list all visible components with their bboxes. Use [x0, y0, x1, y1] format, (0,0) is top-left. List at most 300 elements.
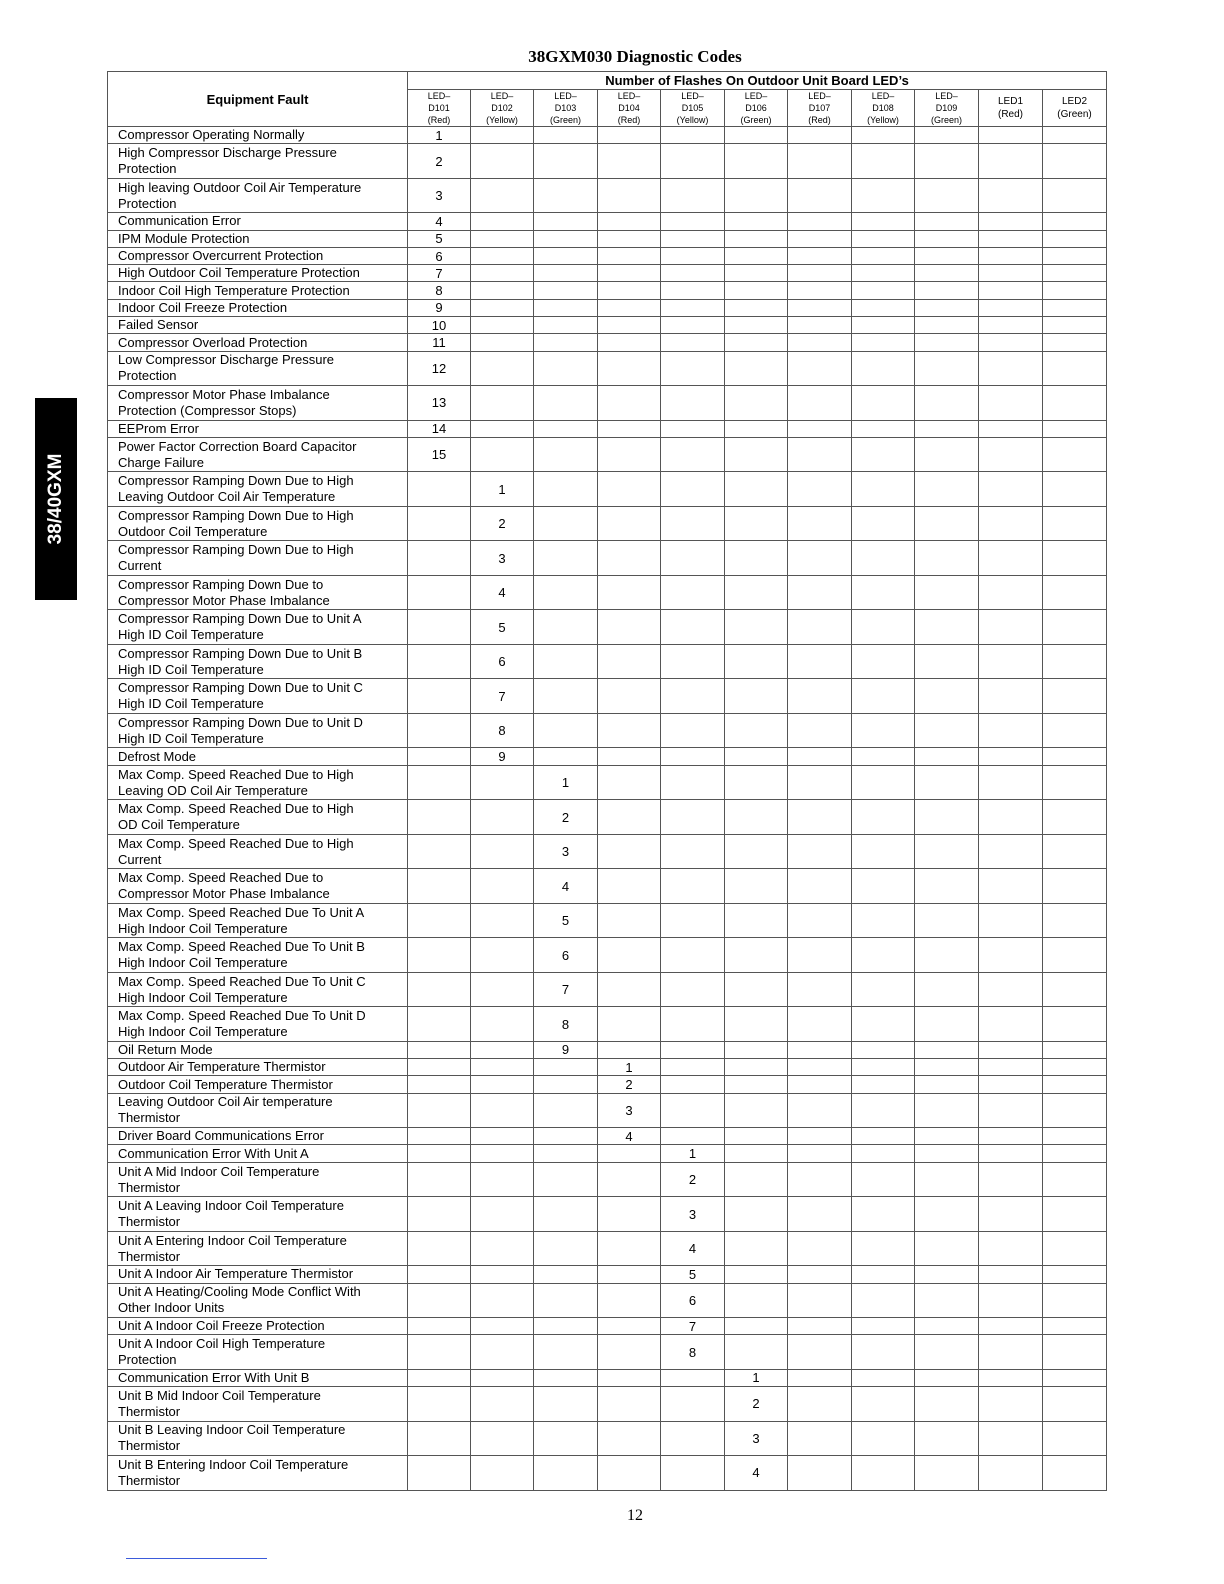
empty-cell: [915, 1318, 979, 1335]
empty-cell: [788, 1041, 852, 1058]
empty-cell: [1043, 1007, 1107, 1042]
empty-cell: [534, 437, 598, 472]
empty-cell: [661, 1041, 725, 1058]
flash-count-cell: 5: [408, 230, 471, 247]
fault-text: Leaving OD Coil Air Temperature: [118, 782, 308, 798]
empty-cell: [408, 903, 471, 938]
fault-text: Compressor Motor Phase Imbalance: [118, 886, 330, 902]
empty-cell: [1043, 127, 1107, 144]
empty-cell: [1043, 1041, 1107, 1058]
fault-text: Thermistor: [118, 1248, 181, 1264]
empty-cell: [915, 972, 979, 1007]
fault-text: Max Comp. Speed Reached Due To Unit A: [118, 904, 365, 920]
empty-cell: [661, 679, 725, 714]
empty-cell: [471, 178, 534, 213]
empty-cell: [1043, 420, 1107, 437]
fault-cell: [108, 834, 408, 869]
empty-cell: [598, 127, 661, 144]
led-header: [408, 90, 471, 127]
empty-cell: [661, 834, 725, 869]
equipment-fault-header: Equipment Fault: [108, 72, 408, 127]
empty-cell: [471, 1007, 534, 1042]
fault-text: Thermistor: [118, 1214, 181, 1229]
empty-cell: [1043, 1128, 1107, 1145]
empty-cell: [471, 1041, 534, 1058]
fault-text: Unit A Indoor Coil Freeze Protection: [118, 1318, 325, 1334]
empty-cell: [725, 644, 788, 679]
empty-cell: [788, 299, 852, 316]
empty-cell: [598, 1231, 661, 1266]
empty-cell: [915, 386, 979, 421]
empty-cell: [725, 1041, 788, 1058]
empty-cell: [979, 1041, 1043, 1058]
empty-cell: [788, 437, 852, 472]
table-row: [108, 213, 1107, 230]
empty-cell: [915, 506, 979, 541]
empty-cell: [979, 506, 1043, 541]
empty-cell: [788, 1283, 852, 1318]
fault-text: Current: [118, 558, 162, 574]
table-row: [108, 351, 1107, 386]
empty-cell: [852, 127, 915, 144]
fault-cell: [108, 972, 408, 1007]
table-row: [108, 1318, 1107, 1335]
empty-cell: [915, 1335, 979, 1370]
fault-text: Thermistor: [118, 1472, 181, 1488]
empty-cell: [1043, 644, 1107, 679]
empty-cell: [534, 230, 598, 247]
empty-cell: [661, 575, 725, 610]
empty-cell: [534, 178, 598, 213]
empty-cell: [915, 317, 979, 334]
empty-cell: [788, 144, 852, 179]
empty-cell: [661, 1456, 725, 1491]
empty-cell: [852, 713, 915, 748]
empty-cell: [471, 265, 534, 282]
empty-cell: [915, 1283, 979, 1318]
fault-text: Max Comp. Speed Reached Due to: [118, 870, 324, 886]
fault-text: Communication Error With Unit B: [118, 1369, 310, 1385]
flash-count-cell: 4: [408, 213, 471, 230]
flash-count-cell: 9: [534, 1041, 598, 1058]
empty-cell: [1043, 506, 1107, 541]
fault-text: Other Indoor Units: [118, 1300, 225, 1316]
fault-text: High ID Coil Temperature: [118, 730, 264, 746]
empty-cell: [788, 575, 852, 610]
empty-cell: [661, 282, 725, 299]
empty-cell: [979, 127, 1043, 144]
empty-cell: [598, 1162, 661, 1197]
empty-cell: [852, 1145, 915, 1162]
empty-cell: [979, 386, 1043, 421]
fault-cell: [108, 610, 408, 645]
table-row: [108, 1335, 1107, 1370]
empty-cell: [915, 1369, 979, 1386]
fault-cell: [108, 938, 408, 973]
flash-count-cell: 4: [598, 1128, 661, 1145]
empty-cell: [852, 265, 915, 282]
fault-text: Compressor Operating Normally: [118, 127, 305, 143]
fault-text: Outdoor Air Temperature Thermistor: [118, 1059, 326, 1075]
table-row: [108, 317, 1107, 334]
empty-cell: [979, 351, 1043, 386]
table-row: [108, 299, 1107, 316]
empty-cell: [852, 1076, 915, 1093]
led-header-id: D105: [681, 103, 704, 113]
table-row: [108, 1266, 1107, 1283]
empty-cell: [471, 869, 534, 904]
empty-cell: [1043, 265, 1107, 282]
empty-cell: [725, 1231, 788, 1266]
flash-count-cell: 2: [725, 1387, 788, 1422]
empty-cell: [852, 765, 915, 800]
flash-count-cell: 6: [661, 1283, 725, 1318]
empty-cell: [471, 765, 534, 800]
flash-count-cell: 14: [408, 420, 471, 437]
empty-cell: [534, 144, 598, 179]
empty-cell: [408, 1007, 471, 1042]
empty-cell: [1043, 575, 1107, 610]
empty-cell: [979, 834, 1043, 869]
empty-cell: [915, 1197, 979, 1232]
empty-cell: [788, 213, 852, 230]
empty-cell: [915, 713, 979, 748]
empty-cell: [788, 334, 852, 351]
fault-text: Charge Failure: [118, 454, 204, 470]
empty-cell: [788, 610, 852, 645]
empty-cell: [788, 1145, 852, 1162]
empty-cell: [534, 506, 598, 541]
led-header-label: LED–: [427, 91, 451, 101]
led-header-label: LED–: [935, 91, 958, 101]
led-header-color: (Green): [549, 115, 581, 125]
empty-cell: [471, 834, 534, 869]
empty-cell: [408, 1059, 471, 1076]
led-header-id: D103: [554, 103, 577, 113]
empty-cell: [788, 748, 852, 765]
empty-cell: [788, 1335, 852, 1370]
flash-count-cell: 3: [471, 541, 534, 576]
empty-cell: [598, 644, 661, 679]
table-row: [108, 1059, 1107, 1076]
empty-cell: [852, 1387, 915, 1422]
table-row: [108, 1128, 1107, 1145]
empty-cell: [788, 265, 852, 282]
empty-cell: [471, 1318, 534, 1335]
empty-cell: [471, 1197, 534, 1232]
empty-cell: [534, 127, 598, 144]
table-row: [108, 247, 1107, 264]
empty-cell: [915, 938, 979, 973]
fault-text: OD Coil Temperature: [118, 817, 240, 833]
empty-cell: [725, 541, 788, 576]
empty-cell: [852, 1007, 915, 1042]
fault-text: Compressor Ramping Down Due to Unit D: [118, 714, 363, 730]
empty-cell: [788, 903, 852, 938]
fault-cell: [108, 1456, 408, 1491]
empty-cell: [1043, 1059, 1107, 1076]
empty-cell: [979, 1197, 1043, 1232]
fault-text: Protection (Compressor Stops): [118, 402, 297, 418]
empty-cell: [471, 1145, 534, 1162]
empty-cell: [408, 1283, 471, 1318]
empty-cell: [408, 541, 471, 576]
empty-cell: [471, 1231, 534, 1266]
flash-count-cell: 2: [598, 1076, 661, 1093]
fault-text: Compressor Ramping Down Due to High: [118, 542, 354, 558]
empty-cell: [534, 472, 598, 507]
empty-cell: [788, 282, 852, 299]
table-row: [108, 265, 1107, 282]
fault-text: Max Comp. Speed Reached Due To Unit B: [118, 939, 365, 955]
led-header-color: (Green): [930, 115, 962, 125]
fault-cell: [108, 1335, 408, 1370]
table-row: [108, 1145, 1107, 1162]
empty-cell: [979, 472, 1043, 507]
led-header: [979, 90, 1043, 127]
empty-cell: [788, 1059, 852, 1076]
empty-cell: [471, 230, 534, 247]
led-header-color: (Red): [997, 109, 1023, 120]
empty-cell: [534, 1456, 598, 1491]
empty-cell: [725, 1318, 788, 1335]
fault-text: Indoor Coil High Temperature Protection: [118, 282, 350, 298]
empty-cell: [852, 472, 915, 507]
empty-cell: [661, 437, 725, 472]
empty-cell: [915, 903, 979, 938]
empty-cell: [1043, 869, 1107, 904]
empty-cell: [788, 420, 852, 437]
empty-cell: [471, 299, 534, 316]
empty-cell: [915, 351, 979, 386]
fault-cell: [108, 420, 408, 437]
flash-count-cell: 1: [534, 765, 598, 800]
diagnostic-codes-table: [107, 71, 1107, 1491]
empty-cell: [598, 144, 661, 179]
empty-cell: [852, 1335, 915, 1370]
empty-cell: [408, 713, 471, 748]
empty-cell: [1043, 748, 1107, 765]
led-header-id: D106: [745, 103, 767, 113]
fault-text: Compressor Ramping Down Due to High: [118, 473, 354, 489]
empty-cell: [661, 765, 725, 800]
empty-cell: [915, 247, 979, 264]
empty-cell: [661, 972, 725, 1007]
empty-cell: [471, 1456, 534, 1491]
empty-cell: [725, 1283, 788, 1318]
fault-cell: [108, 1128, 408, 1145]
empty-cell: [408, 1421, 471, 1456]
empty-cell: [725, 748, 788, 765]
empty-cell: [534, 644, 598, 679]
empty-cell: [852, 299, 915, 316]
flash-count-cell: 1: [598, 1059, 661, 1076]
empty-cell: [852, 317, 915, 334]
flash-count-cell: 1: [661, 1145, 725, 1162]
fault-cell: [108, 1007, 408, 1042]
fault-cell: [108, 144, 408, 179]
fault-text: Communication Error With Unit A: [118, 1145, 309, 1161]
empty-cell: [661, 1128, 725, 1145]
empty-cell: [725, 1145, 788, 1162]
fault-text: Unit A Entering Indoor Coil Temperature: [118, 1232, 347, 1248]
empty-cell: [661, 317, 725, 334]
empty-cell: [408, 938, 471, 973]
fault-text: Current: [118, 851, 162, 867]
empty-cell: [725, 765, 788, 800]
empty-cell: [471, 1421, 534, 1456]
led-header-id: D109: [935, 103, 958, 113]
empty-cell: [852, 903, 915, 938]
empty-cell: [408, 575, 471, 610]
empty-cell: [598, 748, 661, 765]
empty-cell: [915, 1041, 979, 1058]
flash-count-cell: 1: [408, 127, 471, 144]
empty-cell: [725, 420, 788, 437]
empty-cell: [979, 1128, 1043, 1145]
empty-cell: [1043, 903, 1107, 938]
empty-cell: [788, 1387, 852, 1422]
fault-text: IPM Module Protection: [118, 230, 250, 246]
empty-cell: [408, 644, 471, 679]
empty-cell: [788, 1197, 852, 1232]
led-header-label: LED–: [617, 91, 641, 101]
empty-cell: [471, 317, 534, 334]
table-body: [108, 127, 1107, 1491]
empty-cell: [661, 472, 725, 507]
empty-cell: [598, 472, 661, 507]
empty-cell: [598, 386, 661, 421]
empty-cell: [915, 282, 979, 299]
empty-cell: [534, 420, 598, 437]
flash-count-cell: 7: [471, 679, 534, 714]
empty-cell: [788, 938, 852, 973]
table-row: [108, 282, 1107, 299]
fault-text: Unit A Indoor Coil High Temperature: [118, 1336, 326, 1352]
flash-count-cell: 3: [408, 178, 471, 213]
fault-text: High Indoor Coil Temperature: [118, 1024, 288, 1040]
empty-cell: [661, 247, 725, 264]
empty-cell: [408, 1387, 471, 1422]
empty-cell: [852, 1197, 915, 1232]
side-tab-label: 38/40GXM: [45, 453, 66, 545]
led-header-color: (Yellow): [867, 115, 899, 125]
fault-text: Compressor Ramping Down Due to High: [118, 507, 354, 523]
fault-cell: [108, 765, 408, 800]
empty-cell: [408, 972, 471, 1007]
led-header: [788, 90, 852, 127]
empty-cell: [1043, 713, 1107, 748]
empty-cell: [661, 1007, 725, 1042]
empty-cell: [725, 834, 788, 869]
empty-cell: [915, 1456, 979, 1491]
flash-count-cell: 6: [471, 644, 534, 679]
fault-cell: [108, 644, 408, 679]
table-row: [108, 437, 1107, 472]
empty-cell: [979, 420, 1043, 437]
empty-cell: [979, 1231, 1043, 1266]
fault-text: Compressor Overload Protection: [118, 334, 308, 350]
empty-cell: [408, 1076, 471, 1093]
flash-count-cell: 7: [408, 265, 471, 282]
empty-cell: [915, 679, 979, 714]
empty-cell: [725, 282, 788, 299]
empty-cell: [408, 1369, 471, 1386]
led-header-id: D102: [491, 103, 513, 113]
empty-cell: [979, 575, 1043, 610]
fault-text: High Indoor Coil Temperature: [118, 920, 288, 936]
empty-cell: [408, 834, 471, 869]
fault-cell: [108, 334, 408, 351]
empty-cell: [852, 1318, 915, 1335]
empty-cell: [852, 1231, 915, 1266]
led-header-color: (Yellow): [486, 115, 518, 125]
table-row: [108, 1041, 1107, 1058]
fault-text: Indoor Coil Freeze Protection: [118, 299, 288, 315]
flash-count-cell: 2: [534, 800, 598, 835]
empty-cell: [725, 575, 788, 610]
empty-cell: [915, 299, 979, 316]
fault-text: Outdoor Coil Temperature Thermistor: [118, 1076, 333, 1092]
empty-cell: [661, 144, 725, 179]
empty-cell: [598, 972, 661, 1007]
empty-cell: [852, 1456, 915, 1491]
empty-cell: [979, 1283, 1043, 1318]
led-header: [1043, 90, 1107, 127]
empty-cell: [788, 506, 852, 541]
empty-cell: [534, 1093, 598, 1128]
empty-cell: [915, 334, 979, 351]
empty-cell: [915, 213, 979, 230]
empty-cell: [408, 472, 471, 507]
empty-cell: [788, 679, 852, 714]
empty-cell: [915, 1231, 979, 1266]
fault-cell: [108, 1266, 408, 1283]
empty-cell: [915, 1421, 979, 1456]
empty-cell: [725, 506, 788, 541]
empty-cell: [534, 575, 598, 610]
fault-text: High leaving Outdoor Coil Air Temperature: [118, 179, 362, 195]
empty-cell: [725, 351, 788, 386]
fault-cell: [108, 1162, 408, 1197]
empty-cell: [471, 1283, 534, 1318]
empty-cell: [852, 610, 915, 645]
empty-cell: [471, 800, 534, 835]
empty-cell: [598, 1145, 661, 1162]
empty-cell: [1043, 230, 1107, 247]
empty-cell: [979, 1456, 1043, 1491]
empty-cell: [979, 713, 1043, 748]
empty-cell: [725, 1162, 788, 1197]
empty-cell: [1043, 472, 1107, 507]
fault-text: Protection: [118, 195, 177, 211]
fault-cell: [108, 869, 408, 904]
empty-cell: [534, 1128, 598, 1145]
led-header-color: (Yellow): [676, 115, 709, 125]
empty-cell: [852, 1421, 915, 1456]
empty-cell: [725, 1059, 788, 1076]
fault-text: Communication Error: [118, 213, 241, 229]
fault-text: Protection: [118, 161, 177, 177]
empty-cell: [725, 610, 788, 645]
flash-count-cell: 3: [534, 834, 598, 869]
empty-cell: [471, 127, 534, 144]
empty-cell: [661, 869, 725, 904]
empty-cell: [979, 1059, 1043, 1076]
table-row: [108, 230, 1107, 247]
empty-cell: [979, 1335, 1043, 1370]
fault-cell: [108, 748, 408, 765]
